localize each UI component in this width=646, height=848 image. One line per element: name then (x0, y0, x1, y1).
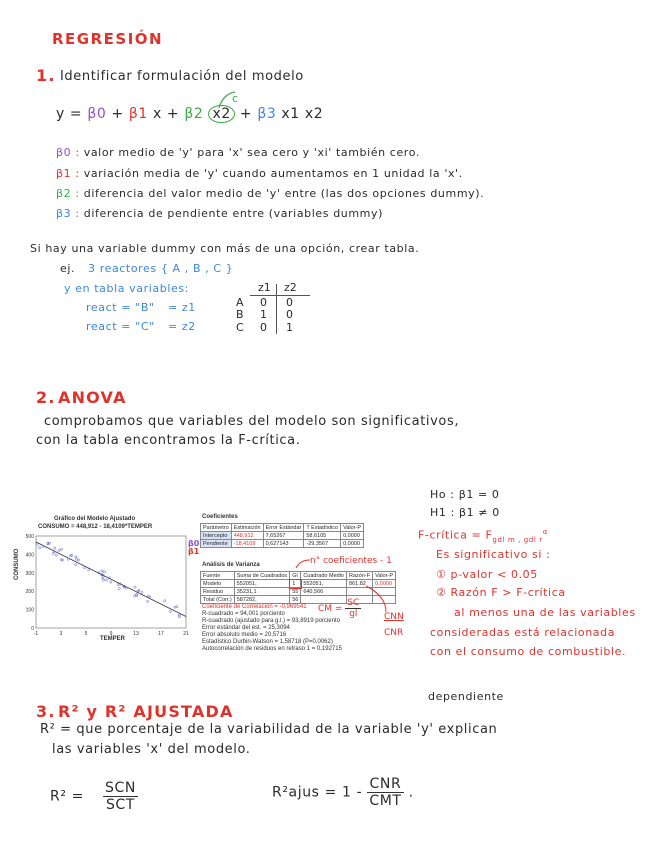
data-point (55, 554, 57, 556)
def-beta0: β0 : valor medio de 'y' para 'x' sea cero y 'xi' también cero. (56, 146, 420, 159)
n-coef-note: n° coeficientes - 1 (310, 556, 392, 566)
react-b-eq: = z1 (168, 301, 196, 314)
regression-line (36, 542, 186, 617)
data-point (106, 579, 108, 581)
chart-ylabel: CONSUMO (14, 548, 20, 580)
react-b: react = "B" (86, 301, 155, 314)
x-tick: 3 (59, 631, 63, 637)
y-tick: 0 (31, 626, 34, 632)
anova-table: Fuente Suma de Cuadrados Gl Cuadrado Medio Razón-F Valor-P Modelo 552051, 1 552051, 861,82 0,0000 Residuo 35231,1 55 640,566 Total (Corr.) 587282, 56 (200, 571, 396, 604)
data-point (54, 547, 56, 549)
beta0: β0 (87, 106, 107, 122)
dummy-table: z1 z2 A 0 0 B 1 0 C 0 1 (232, 282, 312, 338)
table-row: Intercepto 448,912 7,65267 58,6105 0,0000 (201, 532, 364, 540)
dummy-x2: x2 (208, 105, 234, 123)
react-c: react = "C" (86, 320, 155, 333)
beta2: β2 (184, 106, 204, 122)
y-tick: 500 (25, 534, 34, 540)
def-beta3: β3 : diferencia de pendiente entre (variables dummy) (56, 207, 383, 220)
r2-def-line2: las variables 'x' del modelo. (52, 742, 251, 757)
c-note: c (232, 92, 239, 105)
h0: Ho : β1 = 0 (430, 488, 500, 501)
data-point (60, 548, 62, 550)
chart-xlabel: TEMPER (100, 636, 126, 642)
data-point (134, 595, 136, 597)
data-point (75, 563, 77, 565)
table-row: Residuo 35231,1 55 640,566 (201, 588, 396, 596)
section-2-number: 2. (36, 388, 56, 407)
def-beta1: β1 : variación media de 'y' cuando aumentamos en 1 unidad la 'x'. (56, 167, 463, 180)
cnr-label: CNR (384, 628, 404, 638)
beta3: β3 (257, 106, 277, 122)
anova-line1: comprobamos que variables del modelo son significativos, (44, 414, 460, 429)
r2-def-line1: R² = que porcentaje de la variabilidad de la variable 'y' explican (40, 722, 498, 737)
table-vars-label: y en tabla variables: (64, 282, 189, 295)
h1: H1 : β1 ≠ 0 (430, 506, 500, 519)
y-tick: 100 (25, 607, 34, 614)
data-point (134, 586, 136, 588)
data-point (102, 579, 104, 581)
example-label: ej. (60, 262, 76, 275)
table-row: Modelo 552051, 1 552051, 861,82 0,0000 (201, 580, 396, 588)
section-1-heading: Identificar formulación del modelo (60, 69, 304, 84)
x-tick: 9 (109, 631, 113, 637)
data-point (103, 571, 105, 573)
x-tick: 21 (183, 631, 189, 637)
data-point (117, 584, 119, 586)
cnn-label: CNN (384, 612, 404, 622)
conclusion-3: con el consumo de combustible. (430, 645, 627, 658)
r2-formula: R² = $\frac{\text{SCN}}{\text{SCT}}$ (50, 780, 136, 813)
section-3-number: 3. (36, 702, 56, 721)
example-text: 3 reactores { A , B , C } (88, 262, 234, 275)
data-point (136, 593, 138, 595)
react-c-eq: = z2 (168, 320, 196, 333)
data-point (141, 591, 143, 593)
x-tick: -1 (33, 631, 39, 637)
data-point (83, 567, 85, 569)
chart-subtitle: CONSUMO = 448,912 - 18,4109*TEMPER (38, 524, 153, 530)
y-tick: 400 (25, 552, 34, 559)
section-3-heading: R² y R² AJUSTADA (58, 702, 234, 721)
anova-title: Análisis de Varianza (202, 562, 260, 568)
regression-chart (14, 516, 194, 656)
data-point (75, 556, 77, 558)
x-tick: 5 (84, 631, 88, 637)
dummy-note: Si hay una variable dummy con más de una opción, crear tabla. (30, 242, 420, 255)
coef-table: Parámetro Estimación Error Estándar T Estadístico Valor-P Intercepto 448,912 7,65267 58,6105 0,0000 Pendiente -18,4109 0,627143 -29,3567 0,0000 (200, 523, 364, 548)
data-point (101, 570, 103, 572)
table-row: Pendiente -18,4109 0,627143 -29,3567 0,0000 (201, 540, 364, 548)
conclusion-2: consideradas está relacionada (430, 626, 616, 639)
data-point (118, 587, 120, 589)
annotation-arrows (290, 556, 400, 616)
section-1-number: 1. (36, 66, 56, 85)
def-beta2: β2 : diferencia del valor medio de 'y' entre (las dos opciones dummy). (56, 187, 485, 200)
sig-cond: Es significativo si : (436, 548, 551, 561)
model-stats: Coeficiente de Correlación = -0,969541 R-cuadrado = 94,001 porciento R-cuadrado (ajustado para g.l.) = 93,8919 porciento Error estándar del est. = 25,3094 Error absoluto medio = 20,5716 Estadístico Durbin-Watson = 1,58718 (P=0,0062) Autocorrelación de residuos en retraso 1 = 0,192715 (202, 604, 342, 652)
data-point (146, 600, 148, 602)
cond-pvalue: ① p-valor < 0.05 (436, 568, 538, 581)
conclusion-1: al menos una de las variables (454, 606, 636, 619)
page-title: REGRESIÓN (52, 30, 164, 48)
data-point (164, 600, 166, 602)
beta1: β1 (128, 106, 148, 122)
data-point (75, 558, 77, 560)
cm-label: CM = $\frac{SC}{gl}$ (318, 598, 360, 619)
dependiente-note: dependiente (428, 690, 504, 703)
y-tick: 300 (25, 570, 34, 577)
b1-tag: β1 (188, 547, 200, 556)
c-arrow (215, 88, 245, 112)
data-point (58, 549, 60, 551)
data-point (169, 610, 171, 612)
x-tick: 17 (158, 631, 164, 637)
chart-title: Gráfico del Modelo Ajustado (54, 516, 136, 522)
data-point (39, 547, 41, 549)
table-row: Total (Corr.) 587282, 56 (201, 596, 396, 604)
anova-line2: con la tabla encontramos la F-crítica. (36, 433, 301, 448)
fcrit: F-crítica = $F_{gdl m , gdl r}^\alpha$ (418, 528, 548, 544)
data-point (88, 569, 90, 571)
cond-razon-f: ② Razón F > F-crítica (436, 586, 566, 599)
section-2-heading: ANOVA (58, 388, 127, 407)
data-point (178, 614, 180, 616)
r2-adjusted-formula: R²ajus = 1 - $\frac{\text{CNR}}{\text{CMT}}$ . (272, 776, 414, 809)
coef-title: Coeficientes (202, 514, 238, 520)
y-tick: 200 (25, 589, 34, 596)
regression-formula: y = β0 + β1 x + β2 x2 + β3 x1 x2 (56, 106, 324, 122)
x-tick: 13 (133, 631, 139, 637)
data-point (110, 581, 112, 583)
b0-tag: β0 (188, 539, 200, 548)
